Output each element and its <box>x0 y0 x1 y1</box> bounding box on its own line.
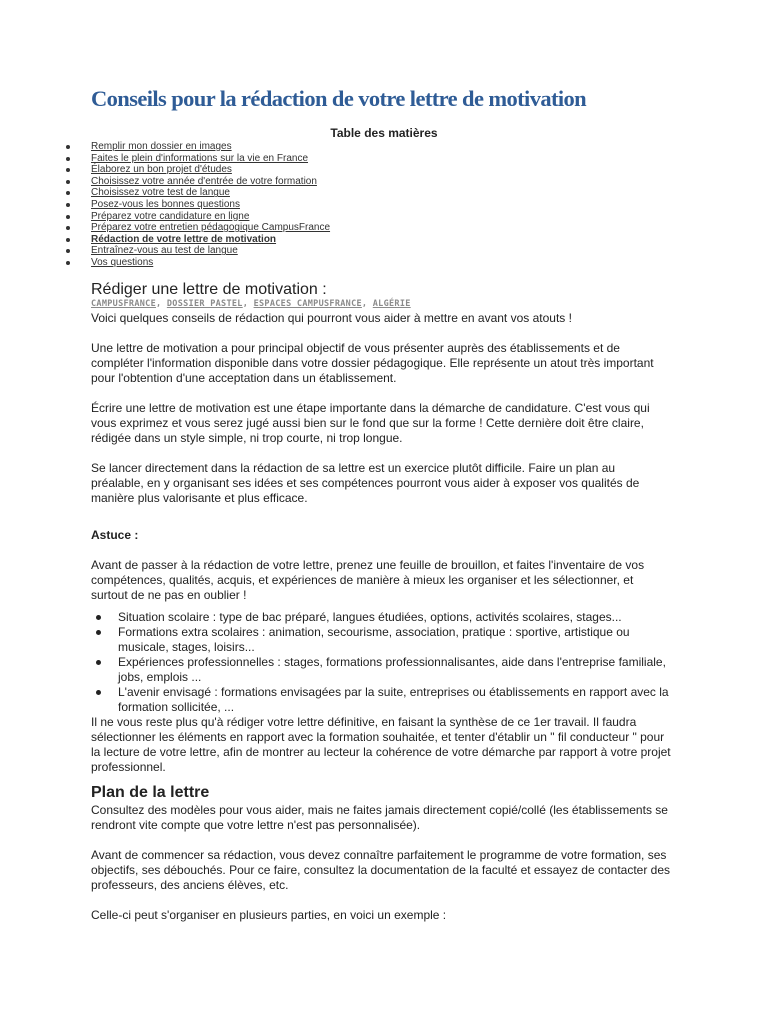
plan-paragraph-models: Consultez des modèles pour vous aider, mais ne faites jamais directement copié/collé (les établissements se rendront vite compte que votre lettre n'est pas personnalisée). <box>91 803 668 832</box>
paragraph-plan: Se lancer directement dans la rédaction de sa lettre est un exercice plutôt difficile. Faire un plan au préalable, en y organisant ses idées et ses compétences pourront vous aider à exposer vos qualités de manière plus valorisante et plus efficace. <box>91 461 640 505</box>
toc-item <box>66 164 330 176</box>
toc-item <box>66 245 330 257</box>
bullet-icon <box>66 249 70 253</box>
bullet-icon <box>66 157 70 161</box>
bullet-icon <box>96 615 101 620</box>
intro-paragraph: Voici quelques conseils de rédaction qui pourront vous aider à mettre en avant vos atouts ! <box>91 311 572 325</box>
toc-link[interactable]: Préparez votre candidature en ligne <box>91 210 250 222</box>
paragraph-synthesis: Il ne vous reste plus qu'à rédiger votre lettre définitive, en faisant la synthèse de ce 1er travail. Il faudra sélectionner les éléments en rapport avec la formation souhaitée, et tenter d'établir un " fil conducteur " pour la lecture de votre lettre, afin de montrer au lecteur la cohérence de votre démarche par rapport à votre projet professionnel. <box>91 715 671 774</box>
bullet-icon <box>66 203 70 207</box>
toc-item <box>66 153 330 165</box>
bullet-icon <box>66 226 70 230</box>
bullet-icon <box>66 180 70 184</box>
toc-item <box>66 211 330 223</box>
toc-item <box>66 199 330 211</box>
toc-link[interactable]: Élaborez un bon projet d'études <box>91 164 232 176</box>
paragraph-objective: Une lettre de motivation a pour principal objectif de vous présenter auprès des établissements et de compléter l'information disponible dans votre dossier pédagogique. Elle représente un atout très important pour l'obtention d'une acceptation dans un établissement. <box>91 341 654 385</box>
tag-separator: , <box>361 299 373 309</box>
tag-link[interactable]: ALGÉRIE <box>372 299 411 309</box>
toc-link[interactable]: Choisissez votre test de langue <box>91 187 230 199</box>
bullet-icon <box>96 630 101 635</box>
tag-separator: , <box>156 299 167 309</box>
toc-link[interactable]: Entraînez-vous au test de langue <box>91 245 238 257</box>
paragraph-astuce: Avant de passer à la rédaction de votre lettre, prenez une feuille de brouillon, et faites l'inventaire de vos compétences, qualités, acquis, et expériences de manière à mieux les organiser et les sélectionner, et surtout de ne pas en oublier ! <box>91 558 645 602</box>
list-item-text: L'avenir envisagé : formations envisagées par la suite, entreprises ou établissements en rapport avec la formation sollicitée, ... <box>118 685 669 714</box>
bullet-icon <box>96 660 101 665</box>
toc-link[interactable]: Posez-vous les bonnes questions <box>91 198 240 210</box>
list-item-text: Formations extra scolaires : animation, secourisme, association, pratique : sportive, artistique ou musicale, stages, loisirs... <box>118 625 630 654</box>
astuce-label: Astuce : <box>91 528 139 542</box>
tag-list <box>91 299 411 309</box>
toc-link[interactable]: Préparez votre entretien pédagogique CampusFrance <box>91 222 331 234</box>
inventory-list <box>91 610 671 715</box>
bullet-icon <box>66 238 70 242</box>
article-body <box>91 311 671 923</box>
toc-item <box>66 234 330 246</box>
toc-item <box>66 187 330 199</box>
list-item-text: Situation scolaire : type de bac préparé, langues étudiées, options, activités scolaires, stages... <box>118 610 622 624</box>
list-item-text: Expériences professionnelles : stages, formations professionnalisantes, aide dans l'entreprise familiale, jobs, emplois ... <box>118 655 666 684</box>
toc-link[interactable]: Vos questions <box>91 256 154 268</box>
toc-item <box>66 176 330 188</box>
plan-paragraph-program: Avant de commencer sa rédaction, vous devez connaître parfaitement le programme de votre formation, ses objectifs, ses débouchés. Pour ce faire, consultez la documentation de la faculté et essayez de contacter des professeurs, des anciens élèves, etc. <box>91 848 671 892</box>
bullet-icon <box>66 215 70 219</box>
toc-link[interactable]: Rédaction de votre lettre de motivation <box>91 233 277 245</box>
plan-paragraph-parts: Celle-ci peut s'organiser en plusieurs parties, en voici un exemple : <box>91 908 447 922</box>
section-heading: Rédiger une lettre de motivation : <box>91 281 327 298</box>
table-of-contents <box>66 141 330 269</box>
list-item <box>91 625 671 655</box>
toc-link[interactable]: Remplir mon dossier en images <box>91 141 232 152</box>
page-title: Conseils pour la rédaction de votre lettre de motivation <box>91 86 587 111</box>
bullet-icon <box>66 168 70 172</box>
bullet-icon <box>66 191 70 195</box>
list-item <box>91 685 671 715</box>
tag-separator: , <box>242 299 254 309</box>
tag-link[interactable]: ESPACES CAMPUSFRANCE <box>253 299 362 309</box>
list-item <box>91 610 671 625</box>
bullet-icon <box>66 261 70 265</box>
paragraph-importance: Écrire une lettre de motivation est une étape importante dans la démarche de candidature. C'est vous qui vous exprimez et vous serez jugé aussi bien sur le fond que sur la forme ! Cette dernière doit être claire, rédigée dans un style simple, ni trop courte, ni trop longue. <box>91 401 650 445</box>
toc-item <box>66 141 330 153</box>
tag-link[interactable]: CAMPUSFRANCE <box>91 299 157 309</box>
bullet-icon <box>96 690 101 695</box>
toc-link[interactable]: Choisissez votre année d'entrée de votre formation <box>91 175 317 187</box>
toc-heading: Table des matières <box>330 126 438 140</box>
bullet-icon <box>66 145 70 149</box>
list-item <box>91 655 671 685</box>
toc-item <box>66 222 330 234</box>
plan-heading: Plan de la lettre <box>91 784 210 801</box>
toc-link[interactable]: Faites le plein d'informations sur la vie en France <box>91 152 309 164</box>
tag-link[interactable]: DOSSIER PASTEL <box>166 299 243 309</box>
toc-item <box>66 257 330 269</box>
